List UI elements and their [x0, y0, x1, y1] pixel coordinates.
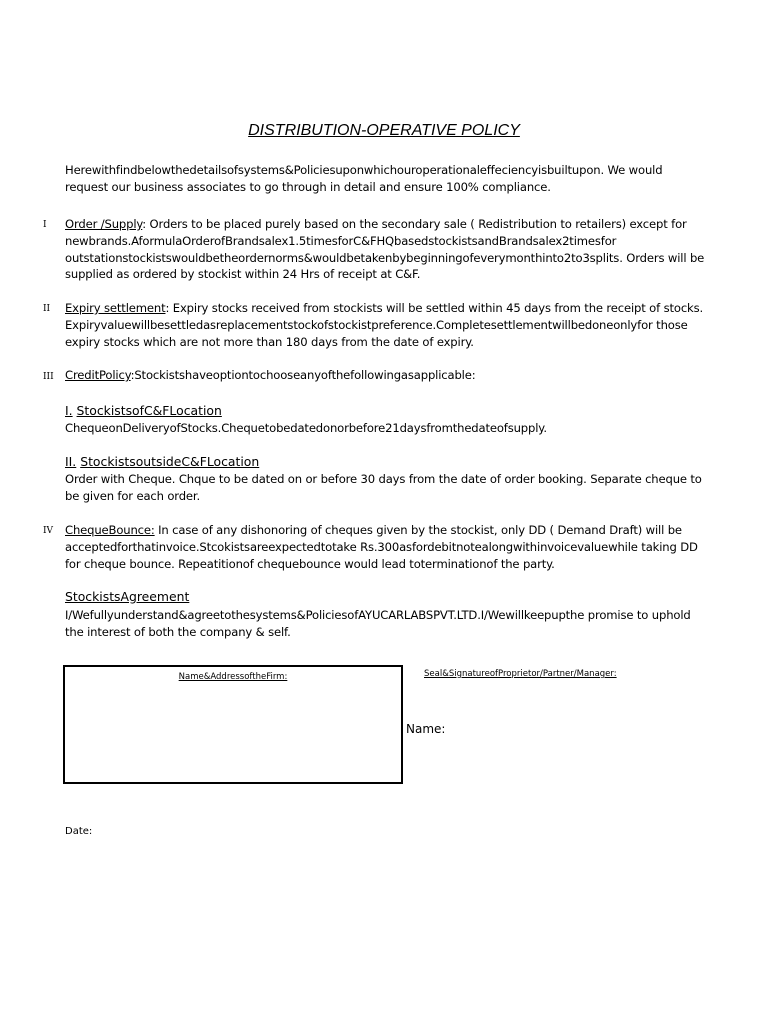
- name-label: Name:: [406, 722, 446, 736]
- agreement-heading: [65, 589, 189, 605]
- section-numeral-1: I: [43, 220, 47, 230]
- subsection-prefix-1: I.: [65, 403, 73, 418]
- section-numeral-4: IV: [43, 526, 54, 536]
- section-text-cheque-bounce: In case of any dishonoring of cheques given by the stockist, only DD ( Demand Draft) will be acceptedforthatinvoice.Stcokistsareexpectedtotake Rs.300asfordebitnotealongwithinvoicevaluewhile taking DD for cheque bounce. Repeatitionof chequebounce would lead toterminationof the party.: [65, 523, 698, 571]
- section-heading-credit-policy: CreditPolicy: [65, 368, 131, 382]
- document-title: DISTRIBUTION-OPERATIVE POLICY: [248, 122, 520, 139]
- section-text-order-supply: : Orders to be placed purely based on the secondary sale ( Redistribution to retailers) except for newbrands.AformulaOrderofBrandsalex1.5timesforC&FHQbasedstockistsandBrandsalex2timesfor outstationstockistswouldbetheordernorms&wouldbetakenbybeginningofeverymonthinto2to3splits. Orders will be supplied as ordered by stockist within 24 Hrs of receipt at C&F.: [65, 217, 705, 282]
- subsection-text-cf-location: ChequeonDeliveryofStocks.Chequetobedatedonorbefore21daysfromthedateofsupply.: [65, 421, 547, 435]
- intro-paragraph: Herewithfindbelowthedetailsofsystems&Policiesuponwhichouroperationaleffeciencyisbuiltupon. We would request our business associates to go through in detail and ensure 100% compliance.: [65, 163, 663, 194]
- subsection-prefix-2: II.: [65, 454, 77, 469]
- agreement-heading-text: StockistsAgreement: [65, 589, 190, 604]
- subsection-title-cf-location: StockistsofC&FLocation: [76, 403, 222, 418]
- firm-details-label: Name&AddressoftheFirm:: [178, 672, 288, 682]
- agreement-text: I/Wefullyunderstand&agreetothesystems&PoliciesofAYUCARLABSPVT.LTD.I/Wewillkeepupthe promise to uphold the interest of both the company & self.: [65, 608, 691, 639]
- section-numeral-2: II: [43, 304, 51, 314]
- section-numeral-3: III: [43, 372, 54, 382]
- section-cheque-bounce: [65, 522, 705, 572]
- section-order-supply: [65, 216, 705, 283]
- subsection-title-outside-cf: StockistsoutsideC&FLocation: [80, 454, 260, 469]
- date-label: Date:: [65, 826, 93, 837]
- signature-label: Seal&SignatureofProprietor/Partner/Manager:: [424, 669, 617, 679]
- section-text-expiry-settlement: : Expiry stocks received from stockists will be settled within 45 days from the receipt of stocks. Expiryvaluewillbesettledasreplacementstockofstockistpreference.Completesettlementwillbedoneonlyfor those expiry stocks which are not more than 180 days from the date of expiry.: [65, 301, 704, 349]
- section-heading-order-supply: Order /Supply: [65, 217, 143, 231]
- section-text-credit-policy: :Stockistshaveoptiontochooseanyofthefollowingasapplicable:: [130, 368, 476, 382]
- firm-details-box[interactable]: [63, 665, 403, 784]
- subsection-heading-outside-cf: [65, 454, 259, 470]
- subsection-text-outside-cf: Order with Cheque. Chque to be dated on or before 30 days from the date of order booking. Separate cheque to be given for each order.: [65, 472, 702, 503]
- subsection-heading-cf-location: [65, 403, 222, 419]
- section-credit-policy: [65, 367, 705, 384]
- section-heading-cheque-bounce: ChequeBounce:: [65, 523, 155, 537]
- section-heading-expiry-settlement: Expiry settlement: [65, 301, 166, 315]
- section-expiry-settlement: [65, 300, 705, 350]
